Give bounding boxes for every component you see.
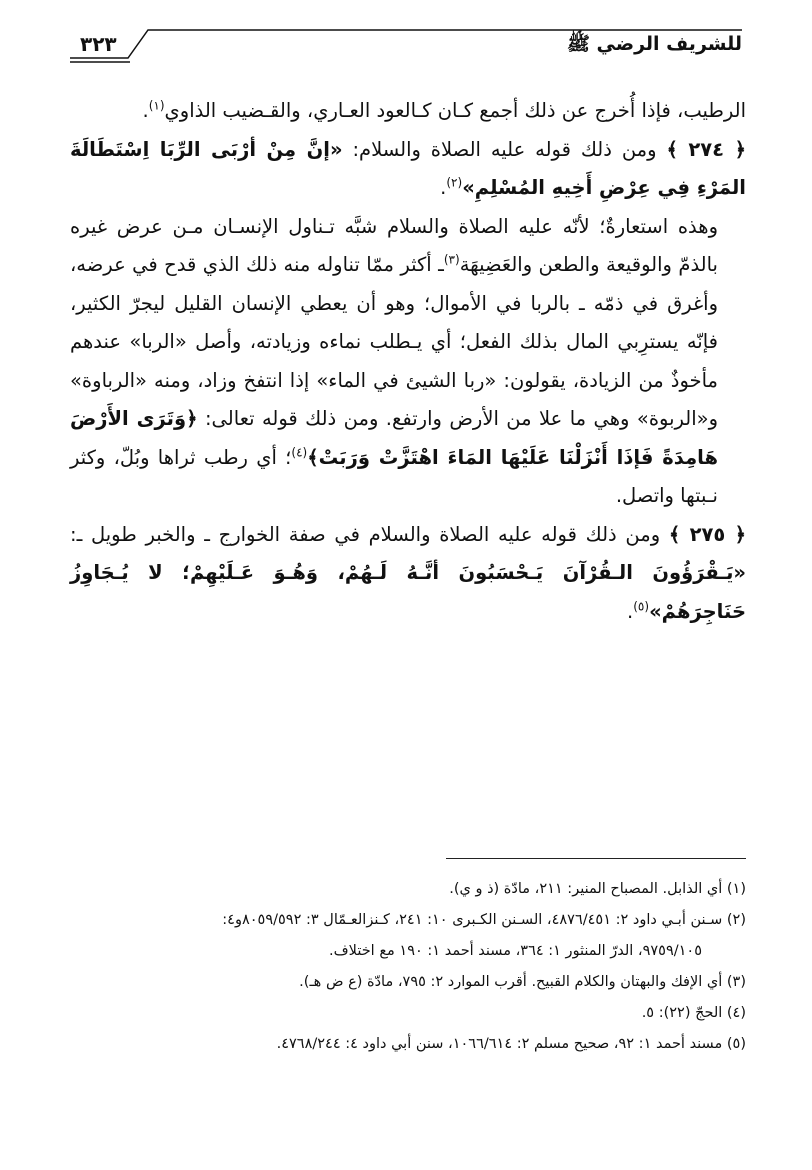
footnote-1: (١) أي الذابل. المصباح المنير: ٢١١، مادّة (ذ و ي).: [449, 881, 746, 897]
footnote-ref-2[interactable]: (٢): [446, 175, 463, 190]
footnote-ref-3[interactable]: (٣): [443, 252, 460, 267]
page-header: [70, 22, 742, 70]
item-number-274: ﴿ ٢٧٤ ﴾: [666, 137, 746, 161]
footnote-3: (٣) أي الإفك والبهتان والكلام القبيح. أقرب الموارد ٢: ٧٩٥، مادّة (ع ض هـ).: [299, 974, 746, 990]
footnote-2-continued: ٩٧٥٩/١٠٥، الدرّ المنثور ١: ٣٦٤، مسند أحمد ١: ١٩٠ مع اختلاف.: [329, 943, 702, 959]
item-274: ﴿ ٢٧٤ ﴾ ومن ذلك قوله عليه الصلاة والسلام: «إنَّ مِنْ أرْبَى الرِّبَا اِسْتَطَالَةَ المَرْءِ فِي عِرْضِ أَخِيهِ المُسْلِمِ»$^{(٢)}$.: [70, 137, 746, 199]
hadith-quote-274: «إنَّ مِنْ أرْبَى الرِّبَا اِسْتَطَالَةَ المَرْءِ فِي عِرْضِ أَخِيهِ المُسْلِمِ»: [70, 137, 746, 199]
footnote-ref-1[interactable]: (١): [148, 98, 165, 113]
page-number: ٣٢٣: [80, 32, 117, 56]
item-number-275: ﴿ ٢٧٥ ﴾: [668, 522, 747, 546]
footnotes: [70, 874, 746, 1060]
paragraph-2: وهذه استعارةٌ؛ لأنّه عليه الصلاة والسلام شبَّه تـناول الإنسـان مـن عرض غيره بالذمّ والوقيعة والطعن والعَضِيهَة$^{(٣)}$ـ أكثر ممّا تناوله منه ذلك الذي قدح في عرضه، وأغرق في ذمّه ـ بالربا في الأموال؛ وهو أن يعطي الإنسان القليل ليجرّ الكثير، فإنّه يسترِبي المال بذلك الفعل؛ أي يـطلب نماءه وزيادته، وأصل «الربا» عندهم مأخوذٌ من الزيادة، يقولون: «ربا الشيئ في الماء» إذا انتفخ وزاد، ومنه «الرباوة» و«الربوة» وهي ما علا من الأرض وارتفع. ومن ذلك قوله تعالى: ﴿وَتَرَى الأَرْضَ هَامِدَةً فَإذَا أَنْزَلْنَا عَلَيْهَا المَاءَ اهْتَزَّتْ وَرَبَتْ﴾$^{(٤)}$؛ أي رطب ثراها وبُلّ، وكثر نـبتها واتصل.: [70, 214, 718, 507]
footnote-ref-5[interactable]: (٥): [633, 599, 650, 613]
running-title: للشريف الرضي ﷺ: [566, 33, 742, 55]
hadith-quote-275: «يَـقْرَؤُونَ الـقُرْآنَ يَـحْسَبُونَ أنَّـهُ لَـهُمْ، وَهُـوَ عَـلَيْهِمْ؛ لا يُـجَاوِزُ حَنَاجِرَهُمْ»: [70, 561, 746, 623]
footnote-4: (٤) الحجّ (٢٢): ٥.: [641, 1005, 746, 1021]
footnote-divider: [446, 858, 746, 859]
paragraph-1: الرطيب، فإذا أُخرج عن ذلك أجمع كـان كـالعود العـاري، والقـضيب الذاوي$^{(١)}$.: [142, 98, 746, 122]
footnote-ref-4[interactable]: (٤): [291, 445, 308, 459]
quran-verse: ﴿وَتَرَى الأَرْضَ هَامِدَةً فَإذَا أَنْزَلْنَا عَلَيْهَا المَاءَ اهْتَزَّتْ وَرَبَتْ﴾: [70, 407, 718, 469]
footnote-2: (٢) سـنن أبـي داود ٢: ٤٨٧٦/٤٥١، السـنن الكـبرى ١٠: ٢٤١، كـنزالعـمّال ٣: ٨٠٥٩/٥٩٢و٤:: [222, 912, 746, 928]
footnote-5: (٥) مسند أحمد ١: ٩٢، صحيح مسلم ٢: ١٠٦٦/٦١٤، سنن أبي داود ٤: ٤٧٦٨/٢٤٤.: [276, 1036, 746, 1052]
item-275: ﴿ ٢٧٥ ﴾ ومن ذلك قوله عليه الصلاة والسلام في صفة الخوارج ـ والخبر طويل ـ: «يَـقْرَؤُونَ الـقُرْآنَ يَـحْسَبُونَ أنَّـهُ لَـهُمْ، وَهُـوَ عَـلَيْهِمْ؛ لا يُـجَاوِزُ حَنَاجِرَهُمْ»$^{(٥)}$.: [70, 522, 747, 623]
main-text: [70, 92, 746, 631]
